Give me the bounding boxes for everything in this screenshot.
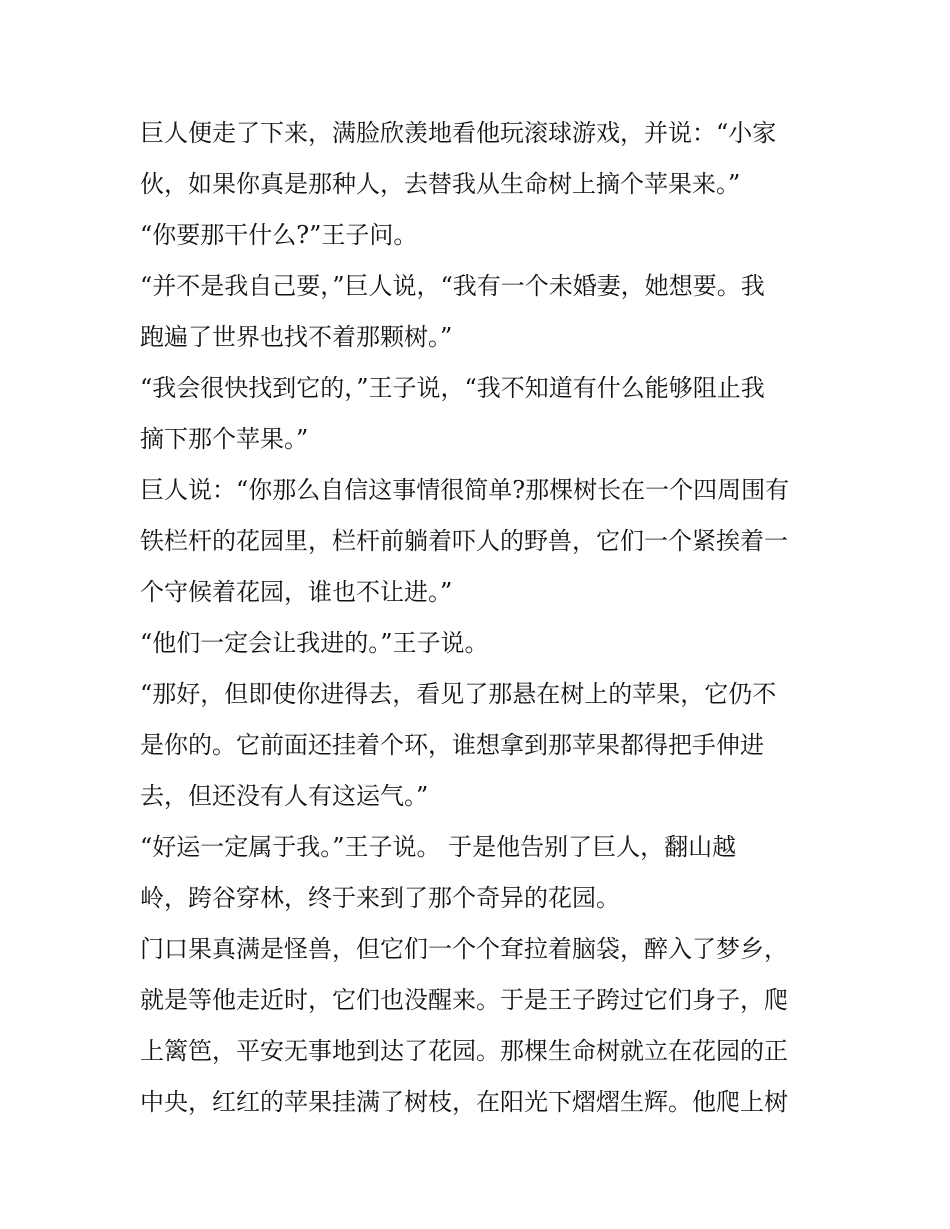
text-line: “你要那干什么?”王子问。 — [140, 221, 418, 249]
text-line: 去，但还没有人有这运气。” — [140, 782, 429, 810]
text-line: 门口果真满是怪兽，但它们一个个耷拉着脑袋，醉入了梦乡， — [140, 935, 788, 963]
text-line: 个守候着花园，谁也不让进。” — [140, 578, 453, 606]
text-line: 中央，红红的苹果挂满了树枝，在阳光下熠熠生辉。他爬上树 — [140, 1088, 788, 1116]
text-line: 铁栏杆的花园里，栏杆前躺着吓人的野兽，它们一个紧挨着一 — [140, 527, 788, 555]
text-line: 巨人便走了下来，满脸欣羡地看他玩滚球游戏，并说：“小家 — [140, 119, 777, 147]
text-line: “那好，但即使你进得去，看见了那悬在树上的苹果，它仍不 — [140, 680, 777, 708]
text-line: 跑遍了世界也找不着那颗树。” — [140, 323, 453, 351]
text-line: “我会很快找到它的，”王子说，“我不知道有什么能够阻止我 — [140, 374, 765, 402]
text-line: “并不是我自己要，”巨人说，“我有一个未婚妻，她想要。我 — [140, 272, 765, 300]
text-line: 摘下那个苹果。” — [140, 425, 309, 453]
text-line: 岭，跨谷穿林，终于来到了那个奇异的花园。 — [140, 884, 620, 912]
text-line: 就是等他走近时，它们也没醒来。于是王子跨过它们身子，爬 — [140, 986, 788, 1014]
text-line: 上篱笆，平安无事地到达了花园。那棵生命树就立在花园的正 — [140, 1037, 788, 1065]
text-line: “他们一定会让我进的。”王子说。 — [140, 629, 489, 657]
text-line: 巨人说：“你那么自信这事情很简单?那棵树长在一个四周围有 — [140, 476, 790, 504]
text-line: 伙，如果你真是那种人，去替我从生命树上摘个苹果来。” — [140, 170, 741, 198]
text-line: “好运一定属于我。”王子说。 于是他告别了巨人，翻山越 — [140, 833, 737, 861]
story-text — [140, 108, 820, 1128]
text-line: 是你的。它前面还挂着个环，谁想拿到那苹果都得把手伸进 — [140, 731, 764, 759]
